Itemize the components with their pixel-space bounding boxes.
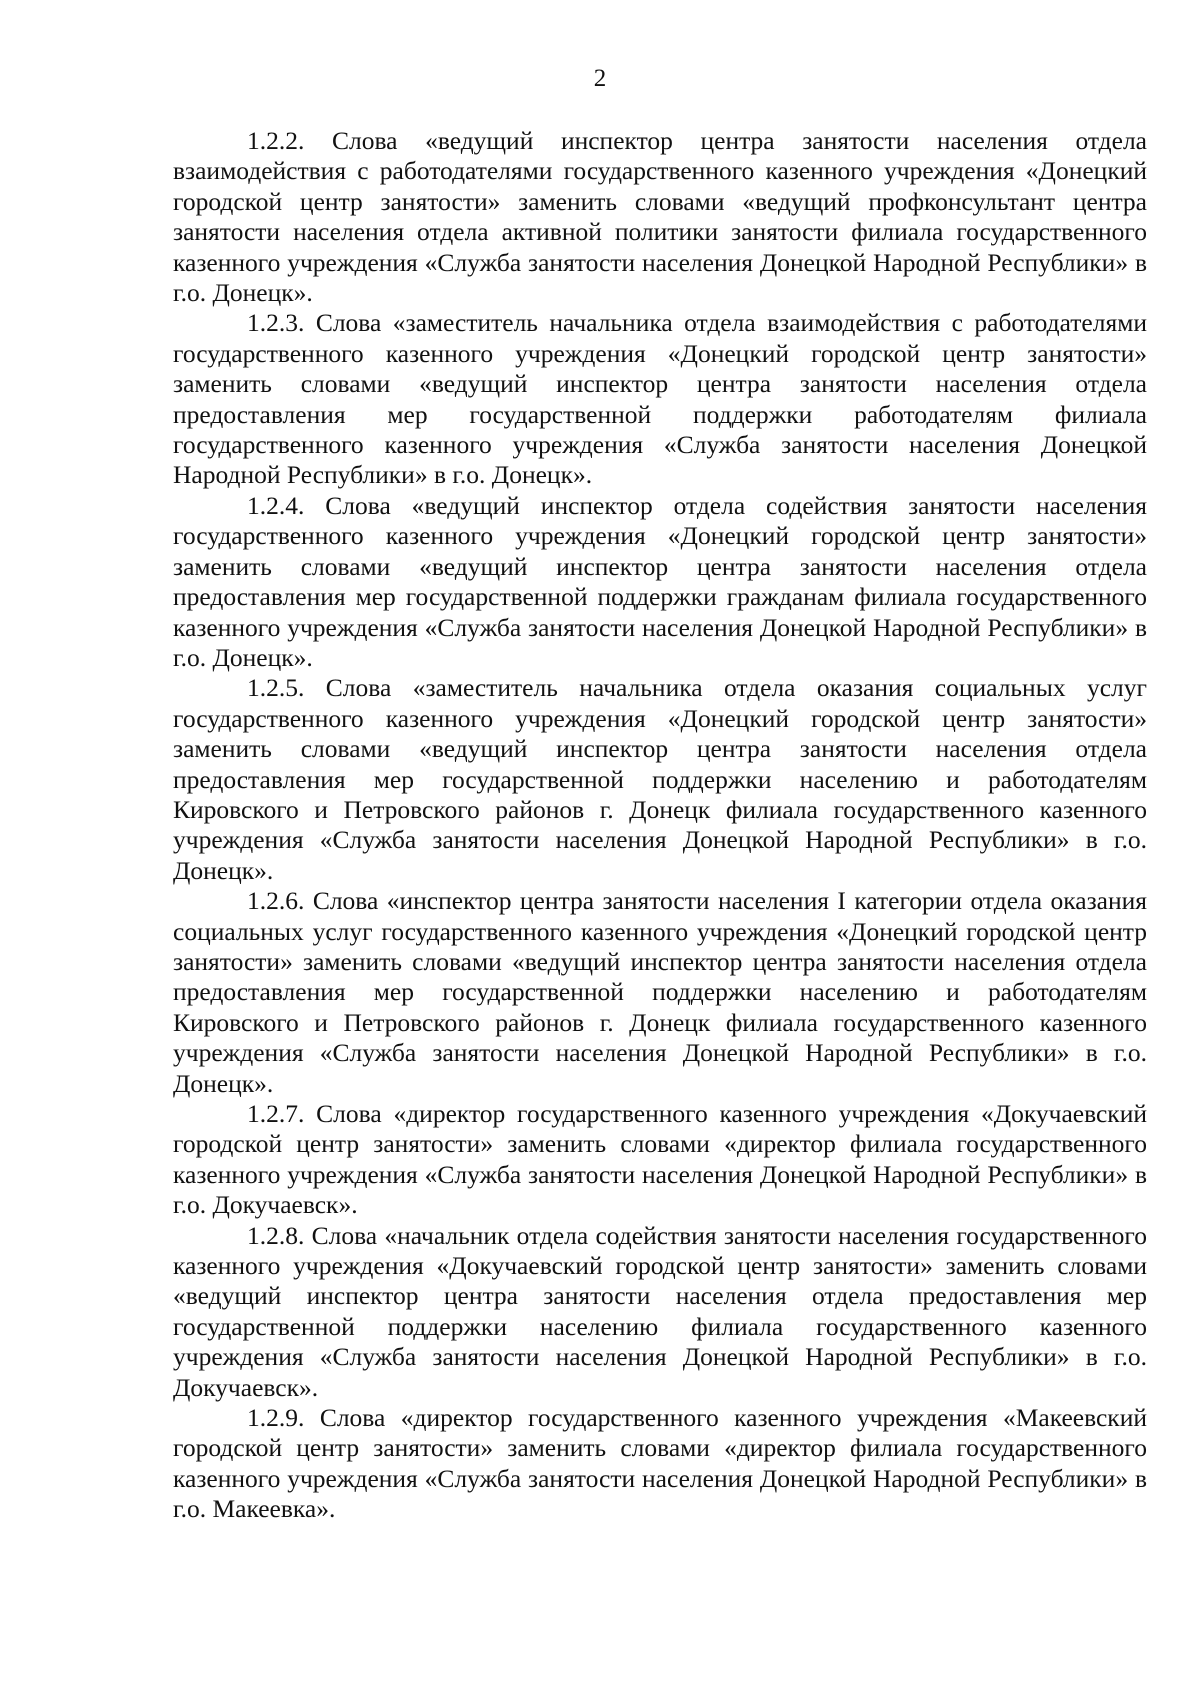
clause-1-2-7: 1.2.7. Слова «директор государственного казенного учреждения «Докучаевский городской центр занятости» заменить словами «директор филиала государственного казенного учреждения «Служба занятости населения Донецкой Народной Республики» в г.о. Докучаевск». [173, 1099, 1147, 1220]
clause-1-2-8: 1.2.8. Слова «начальник отдела содействия занятости населения государственного казенного учреждения «Докучаевский городской центр занятости» заменить словами «ведущий инспектор центра занятости населения отдела предоставления мер государственной поддержки населению филиала государственного казенного учреждения «Служба занятости населения Донецкой Народной Республики» в г.о. Докучаевск». [173, 1220, 1147, 1402]
clause-1-2-4: 1.2.4. Слова «ведущий инспектор отдела содействия занятости населения государственного казенного учреждения «Донецкий городской центр занятости» заменить словами «ведущий инспектор центра занятости населения отдела предоставления мер государственной поддержки гражданам филиала государственного казенного учреждения «Служба занятости населения Донецкой Народной Республики» в г.о. Донецк». [173, 490, 1147, 672]
page-number: 2 [593, 65, 607, 92]
clause-1-2-5: 1.2.5. Слова «заместитель начальника отдела оказания социальных услуг государственного казенного учреждения «Донецкий городской центр занятости» заменить словами «ведущий инспектор центра занятости населения отдела предоставления мер государственной поддержки населению и работодателям Кировского и Петровского районов г. Донецк филиала государственного казенного учреждения «Служба занятости населения Донецкой Народной Республики» в г.о. Донецк». [173, 673, 1147, 885]
document-body [173, 126, 1147, 1525]
clause-1-2-3: 1.2.3. Слова «заместитель начальника отдела взаимодействия с работодателями государственного казенного учреждения «Донецкий городской центр занятости» заменить словами «ведущий инспектор центра занятости населения отдела предоставления мер государственной поддержки работодателям филиала государственного казенного учреждения «Служба занятости населения Донецкой Народной Республики» в г.о. Донецк». [173, 308, 1147, 490]
clause-1-2-6: 1.2.6. Слова «инспектор центра занятости населения I категории отдела оказания социальных услуг государственного казенного учреждения «Донецкий городской центр занятости» заменить словами «ведущий инспектор центра занятости населения отдела предоставления мер государственной поддержки населению и работодателям Кировского и Петровского районов г. Донецк филиала государственного казенного учреждения «Служба занятости населения Донецкой Народной Республики» в г.о. Донецк». [173, 886, 1147, 1098]
clause-1-2-9: 1.2.9. Слова «директор государственного казенного учреждения «Макеевский городской центр занятости» заменить словами «директор филиала государственного казенного учреждения «Служба занятости населения Донецкой Народной Республики» в г.о. Макеевка». [173, 1403, 1147, 1524]
clause-1-2-2: 1.2.2. Слова «ведущий инспектор центра занятости населения отдела взаимодействия с работодателями государственного казенного учреждения «Донецкий городской центр занятости» заменить словами «ведущий профконсультант центра занятости населения отдела активной политики занятости филиала государственного казенного учреждения «Служба занятости населения Донецкой Народной Республики» в г.о. Донецк». [173, 126, 1147, 308]
